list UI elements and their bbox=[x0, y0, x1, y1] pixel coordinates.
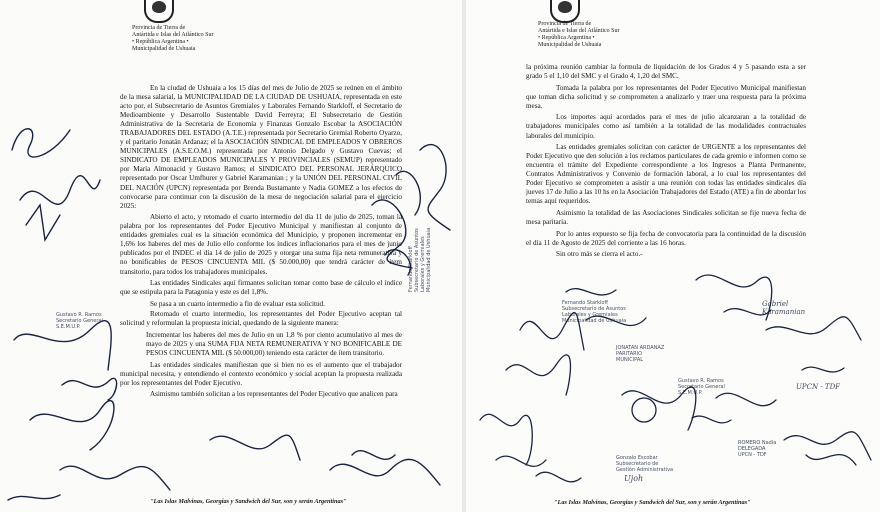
letterhead-line-4: Municipalidad de Ushuaia bbox=[132, 46, 196, 52]
document-body-left bbox=[120, 84, 402, 402]
letterhead-line-3: • República Argentina • bbox=[538, 35, 595, 41]
paragraph: Retomado el cuarto intermedio, los representantes del Poder Ejecutivo aceptan tal solicitud y reformulan la propuesta inicial, quedando de la siguiente manera: bbox=[120, 310, 402, 328]
paragraph: Las entidades sindicales manifiestan que si bien no es el aumento que el trabajador municipal necesita, y entendiendo el contexto económico y social aceptan la propuesta realizada por los representantes del Poder Ejecutivo. bbox=[120, 360, 402, 387]
letterhead-line-4: Municipalidad de Ushuaia bbox=[538, 42, 602, 48]
letterhead-line-2: Antártida e Islas del Atlántico Sur bbox=[132, 32, 214, 38]
handwritten-note: UPCN - TDF bbox=[796, 383, 841, 391]
document-page-right bbox=[466, 0, 880, 512]
letterhead-line-1: Provincia de Tierra de bbox=[538, 21, 592, 27]
footer-slogan-right: "Las Islas Malvinas, Georgias y Sandwich del Sur, son y serán Argentinas" bbox=[554, 499, 751, 506]
municipal-crest-icon bbox=[144, 0, 174, 23]
paragraph: Asimismo también solicitan a los representantes del Poder Ejecutivo que analicen para bbox=[150, 390, 398, 399]
paragraph: Abierto el acto, y retomado el cuarto intermedio del día 11 de julio de 2025, toman la palabra por los representantes del Poder Ejecutivo Municipal y manifiestan al conjunto de entidades gremiales cual es la situación económica del Municipio, y proponen incrementar en 1,6% los haberes del mes de Julio ello conforme los índices inflacionarios para el mes de junio publicados por el INDEC el día 14 de julio de 2025 y otorgar una suma fija neta remunerativa y no bonificables de PESOS CINCUENTA MIL ($ 50.000,00) que tendrá carácter de ítem transitorio, para todos los trabajadores municipales. bbox=[120, 213, 402, 276]
paragraph: la próxima reunión cambiar la formula de liquidación de los Grados 4 y 5 pasando esta a ser grado 5 el 1,10 del SMC y el Grado 4, 1,20 del SMC. bbox=[526, 63, 806, 81]
footer-slogan-left: "Las Islas Malvinas, Georgias y Sandwich del Sur, son y serán Argentinas" bbox=[150, 498, 347, 505]
paragraph: En la ciudad de Ushuaia a los 15 días del mes de Julio de 2025 se reúnen en el ámbito de la mesa salarial, la MUNICIPALIDAD DE LA CIUDAD DE USHUAIA, representada en este acto por, el Subsecretario de Asuntos Gremiales y Laborales Fernando Starkloff, el Secretario de Medioambiente y Desarrollo Sustentable David Ferreyra; El Subsecretario de Gestión Administrativa de la Secretaria de Economía y Finanzas Gonzalo Escobar la ASOCIACIÓN TRABAJADORES DEL ESTADO (A.T.E.) representada por Secretario Gremial Roberto Oyarzo, y el paritario Jonatán Ardanaz; el la ASOCIACIÓN SINDICAL DE EMPLEADOS Y OBREROS MUNICIPALES (A.S.E.O.M.) representada por Antonio Delgado y Gustavo Cuevas; el SINDICATO DE EMPLEADOS MUNICIPALES Y PROVINCIALES (SEMUP) representado por María Almonacid y Gustavo Ramos; el SINDICATO DEL PERSONAL JERÁRQUICO representado por Oscar Umfhurer y Gabriel Karamanian ; y la UNIÓN DEL PERSONAL CIVIL DEL NACIÓN (UPCN) representada por Brenda Bustamante y Nadia GOMEZ a los efectos de convocarse para continuar con la discusión de la mesa de negociación salarial para el ejercicio 2025: bbox=[120, 84, 402, 210]
stamp-escobar: Gonzalo Escobar Subsecretario de Gestión Administrativa bbox=[616, 455, 674, 473]
paragraph: Se pasa a un cuarto intermedio a fin de evaluar esta solicitud. bbox=[150, 299, 325, 308]
letterhead-line-1: Provincia de Tierra de bbox=[132, 25, 186, 31]
paragraph: Sin otro más se cierra el acto.- bbox=[556, 250, 643, 259]
stamp-semup-left: Gustavo R. Ramos Secretario General S.E.M.U.P. bbox=[56, 312, 103, 330]
stamp-ardanaz: JONATAN ARDANAZ PARITARIO MUNICIPAL bbox=[616, 345, 665, 363]
letterhead-line-3: • República Argentina • bbox=[132, 39, 189, 45]
letterhead bbox=[538, 21, 619, 49]
paragraph: Los importes aquí acordados para el mes de julio alcanzaran a la totalidad de trabajadores municipales como así también a la totalidad de las modalidades contractuales laborales del municipio. bbox=[526, 113, 806, 140]
document-body-right bbox=[526, 63, 806, 262]
stamp-upcn: ROMERO Nadia DELEGADA UPCN - TDF bbox=[738, 440, 777, 458]
handwritten-note: Gabriel Karamanian bbox=[762, 300, 806, 316]
letterhead-line-2: Antártida e Islas del Atlántico Sur bbox=[538, 28, 620, 34]
paragraph: Tomada la palabra por los representantes del Poder Ejecutivo Municipal manifiestan que toman dicha solicitud y se comprometen a analizarlo y traer una respuesta para la próxima mesa. bbox=[526, 83, 806, 110]
municipal-crest-icon bbox=[550, 0, 580, 23]
stamp-starkloff-vertical: Fernando Starkloff Subsecretario de Asuntos Laborales y Gremiales Municipalidad de Ushuaia bbox=[408, 227, 432, 292]
letterhead bbox=[132, 25, 213, 53]
stamp-starkloff: Fernando Starkloff Subsecretario de Asuntos Laborales y Gremiales Municipalidad de Ushuaia bbox=[562, 300, 627, 324]
paragraph: Por lo antes expuesto se fija fecha de convocatoria para la continuidad de la discusión el día 11 de Agosto de 2025 del corriente a las 16 horas. bbox=[526, 229, 806, 247]
paragraph: Incrementar los haberes del mes de Julio en un 1,8 % por ciento acumulativo al mes de mayo de 2025 y una SUMA FIJA NETA REMUNERATIVA Y NO BONIFICABLE DE PESOS CINCUENTA MIL ($ 50.000,00) teniendo esta carácter de ítem transitorio. bbox=[146, 330, 402, 358]
paragraph: Asimismo la totalidad de las Asociaciones Sindicales solicitan se fije nueva fecha de mesa paritaria. bbox=[526, 209, 806, 227]
handwritten-note: Ujoh bbox=[624, 474, 644, 483]
paragraph: Las entidades gremiales solicitan con carácter de URGENTE a los representantes del Poder Ejecutivo que den solución a los reclamos particulares de cada gremio e informen como se encuentra el trámite del Expediente correspondiente a los Ingresos a Planta Permanente, Contratos Administrativos y Convenio de formación laboral, a lo cual los representantes del Poder Ejecutivo se comprometen a asistir a una reunión con todas las entidades sindicales día jueves 17 de Julio a las 10 hs en la Asociación Trabajadores del Estado (ATE) a fin de abordar los temas aquí requeridos. bbox=[526, 143, 806, 206]
stamp-ramos: Gustavo R. Ramos Secretario General S.E.M.U.P. bbox=[678, 378, 725, 396]
paragraph: Las entidades Sindicales aquí firmantes solicitan tomar como base de cálculo el índice que se estipula para la Patagonia y este es del 1,8%. bbox=[120, 279, 402, 297]
